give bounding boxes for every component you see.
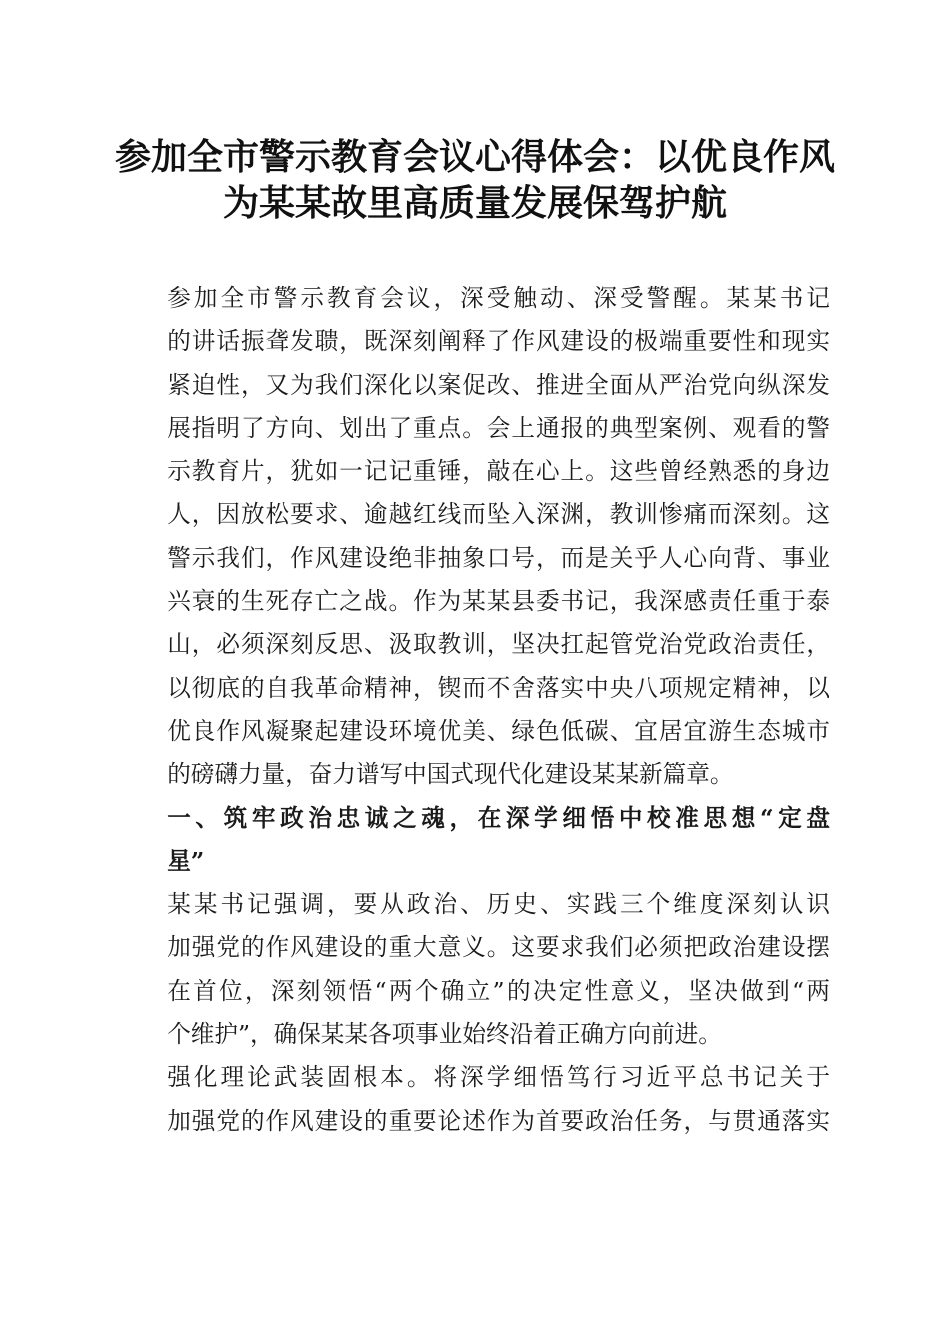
paragraph-line: 以彻底的自我革命精神，锲而不舍落实中央八项规定精神，以 [167,673,830,702]
title-line-1: 参加全市警示教育会议心得体会：以优良作风 [114,136,835,178]
paragraph-section-1 [120,883,830,1056]
paragraph-line: 人，因放松要求、逾越红线而坠入深渊，教训惨痛而深刻。这 [167,500,830,529]
paragraph-line: 强化理论武装固根本。将深学细悟笃行习近平总书记关于 [167,1063,830,1092]
paragraph-line: 山，必须深刻反思、汲取教训，坚决扛起管党治党政治责任， [167,630,830,659]
paragraph-line: 示教育片，犹如一记记重锤，敲在心上。这些曾经熟悉的身边 [167,457,830,486]
paragraph-line: 的磅礴力量，奋力谱写中国式现代化建设某某新篇章。 [167,760,734,789]
heading-line: 一、筑牢政治忠诚之魂，在深学细悟中校准思想“定盘 [167,803,830,832]
paragraph-line: 展指明了方向、划出了重点。会上通报的典型案例、观看的警 [167,413,830,442]
paragraph-intro [120,277,830,797]
paragraph-theory [120,1056,830,1143]
paragraph-line: 在首位，深刻领悟“两个确立”的决定性意义，坚决做到“两 [167,976,830,1005]
paragraph-line: 参加全市警示教育会议，深受触动、深受警醒。某某书记 [167,284,830,312]
section-heading-1 [120,797,830,884]
title-line-2: 为某某故里高质量发展保驾护航 [222,182,727,224]
paragraph-line: 警示我们，作风建设绝非抽象口号，而是关乎人心向背、事业 [167,543,830,572]
paragraph-line: 个维护”，确保某某各项事业始终沿着正确方向前进。 [167,1020,722,1049]
paragraph-line: 优良作风凝聚起建设环境优美、绿色低碳、宜居宜游生态城市 [167,716,830,745]
paragraph-line: 紧迫性，又为我们深化以案促改、推进全面从严治党向纵深发 [167,370,830,399]
paragraph-line: 加强党的作风建设的重要论述作为首要政治任务，与贯通落实 [167,1106,830,1135]
heading-line: 星” [167,846,205,875]
document-title [100,134,850,226]
paragraph-line: 兴衰的生死存亡之战。作为某某县委书记，我深感责任重于泰 [167,587,830,616]
paragraph-line: 某某书记强调，要从政治、历史、实践三个维度深刻认识 [167,890,830,919]
paragraph-line: 加强党的作风建设的重大意义。这要求我们必须把政治建设摆 [167,933,830,962]
document-body [120,277,830,1143]
paragraph-line: 的讲话振聋发聩，既深刻阐释了作风建设的极端重要性和现实 [167,327,830,356]
